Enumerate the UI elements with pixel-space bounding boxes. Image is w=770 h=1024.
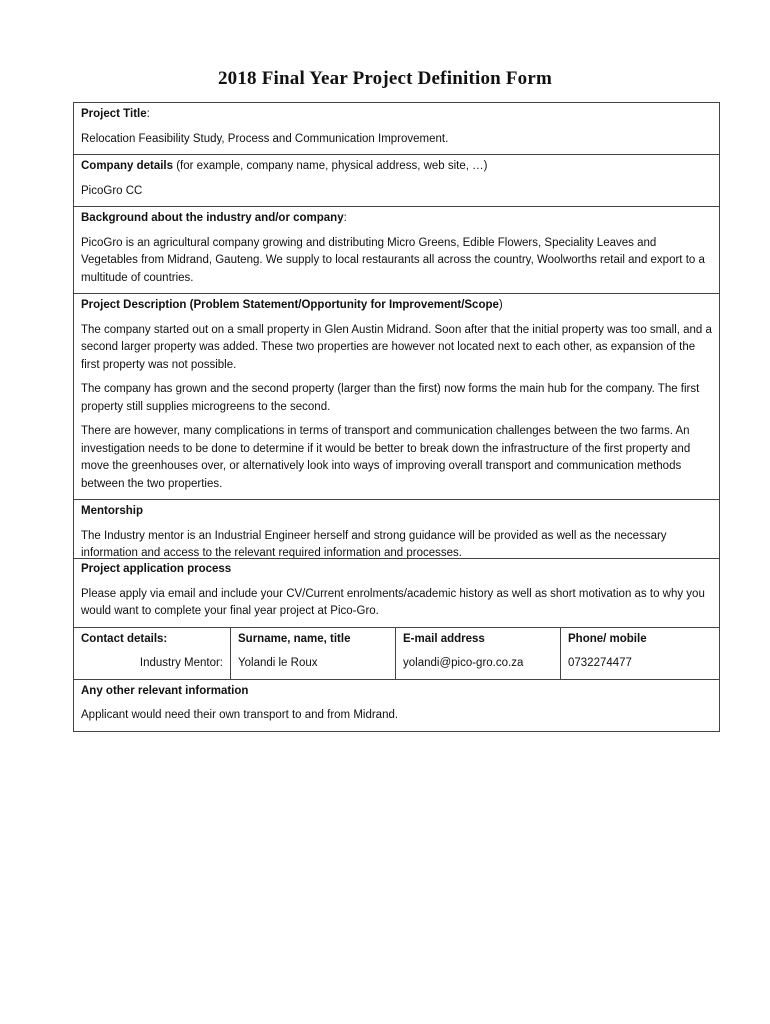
background-label: Background about the industry and/or company bbox=[81, 212, 344, 224]
phone-header: Phone/ mobile bbox=[568, 632, 647, 645]
company-details-note: (for example, company name, physical address, web site, …) bbox=[173, 160, 488, 172]
name-header: Surname, name, title bbox=[238, 632, 351, 645]
project-description-paren: ) bbox=[498, 299, 503, 311]
project-description-section bbox=[74, 293, 719, 499]
mentorship-label: Mentorship bbox=[81, 505, 143, 517]
company-name-value: PicoGro CC bbox=[81, 184, 143, 197]
description-paragraph: The company has grown and the second property (larger than the first) now forms the main hub for the company. The first property still supplies microgreens to the second. bbox=[81, 383, 700, 413]
mentorship-section bbox=[74, 499, 719, 558]
mentorship-text: The Industry mentor is an Industrial Engineer herself and strong guidance will be provided as well as the necessary information and access to the relevant required information and processes. bbox=[81, 529, 667, 558]
other-info-text: Applicant would need their own transport to and from Midrand. bbox=[81, 709, 399, 721]
application-process-section bbox=[74, 558, 719, 627]
other-info-label: Any other relevant information bbox=[81, 684, 249, 697]
project-description-label: Project Description (Problem Statement/Opportunity for Improvement/Scope bbox=[81, 299, 499, 311]
other-info-section bbox=[74, 679, 719, 731]
background-section bbox=[74, 206, 719, 293]
contact-name-column bbox=[230, 628, 395, 679]
contact-role-column bbox=[74, 628, 230, 679]
mentor-email: yolandi@pico-gro.co.za bbox=[403, 657, 524, 669]
application-process-text: Please apply via email and include your CV/Current enrolments/academic history as well as short motivation as to why you would want to complete your final year project at Pico-Gro. bbox=[81, 587, 705, 617]
description-paragraph: There are however, many complications in terms of transport and communication challenges between the two farms. An investigation needs to be done to determine if it would be better to break down the infrastructure of the first property and move the greenhouses over, or alternatively look into ways of improving overall transport and communication methods between the two properties. bbox=[81, 425, 691, 490]
form-title: 2018 Final Year Project Definition Form bbox=[217, 68, 553, 89]
background-colon: : bbox=[343, 212, 347, 224]
project-title-colon: : bbox=[146, 108, 150, 120]
contact-details-header: Contact details: bbox=[81, 632, 168, 645]
mentor-name: Yolandi le Roux bbox=[238, 657, 318, 669]
mentor-phone: 0732274477 bbox=[568, 657, 632, 669]
description-paragraph: The company started out on a small property in Glen Austin Midrand. Soon after that the initial property was too small, and a second larger property was added. These two properties are however not located next to each other, as expansion of the first property was not possible. bbox=[81, 323, 712, 371]
project-title-section bbox=[74, 103, 719, 154]
project-definition-form bbox=[73, 102, 720, 732]
industry-mentor-label: Industry Mentor: bbox=[139, 657, 223, 669]
background-text: PicoGro is an agricultural company growing and distributing Micro Greens, Edible Flowers, Speciality Leaves and Vegetables from Midrand, Gauteng. We supply to local restaurants all across the country, Woolworths retail and export to a multitude of countries. bbox=[81, 236, 705, 284]
contact-phone-column bbox=[560, 628, 719, 679]
contact-details-table bbox=[74, 627, 719, 679]
contact-email-column bbox=[395, 628, 560, 679]
email-header: E-mail address bbox=[403, 632, 485, 645]
company-details-section bbox=[74, 154, 719, 206]
project-title-label: Project Title bbox=[81, 108, 147, 120]
company-details-label: Company details bbox=[81, 160, 174, 172]
project-title-value: Relocation Feasibility Study, Process and Communication Improvement. bbox=[81, 132, 449, 145]
application-process-label: Project application process bbox=[81, 563, 232, 575]
